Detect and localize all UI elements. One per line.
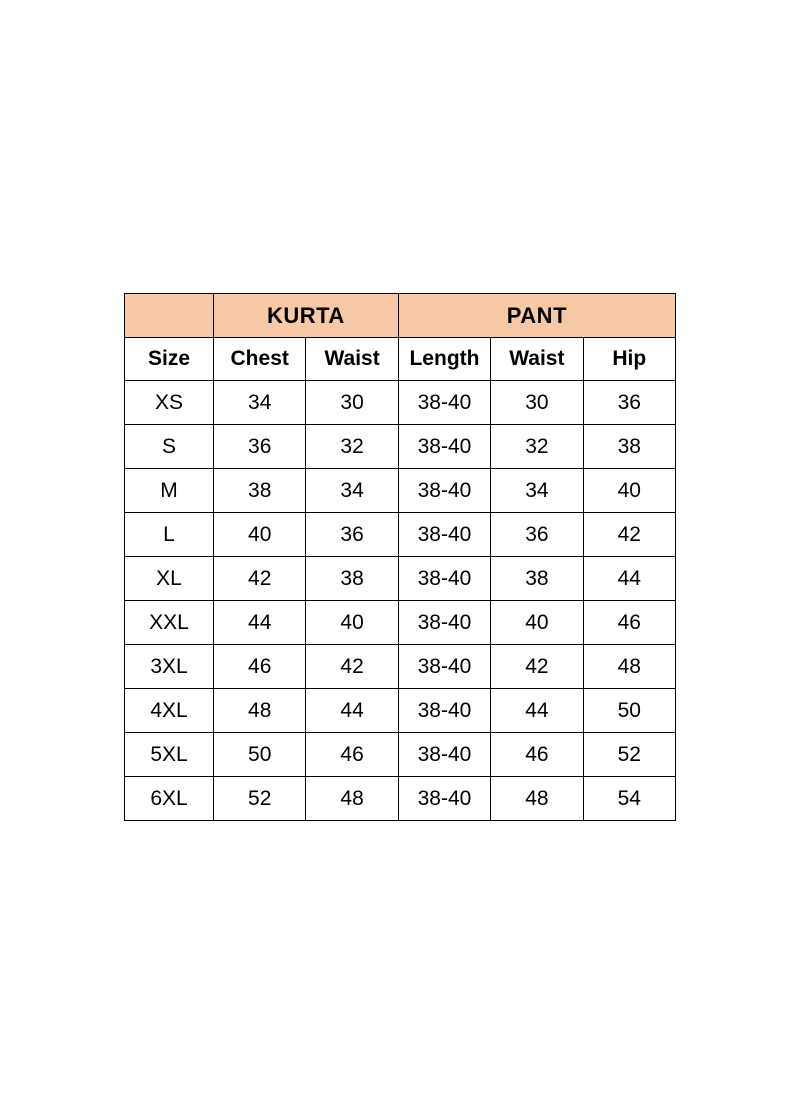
cell-pant-length: 38-40 [398, 645, 490, 689]
cell-kurta-chest: 42 [214, 557, 306, 601]
cell-pant-hip: 48 [583, 645, 675, 689]
cell-pant-length: 38-40 [398, 381, 490, 425]
cell-pant-waist: 46 [491, 733, 583, 777]
column-header-size: Size [125, 338, 214, 381]
cell-kurta-waist: 46 [306, 733, 398, 777]
cell-size: XS [125, 381, 214, 425]
cell-kurta-chest: 48 [214, 689, 306, 733]
cell-pant-length: 38-40 [398, 469, 490, 513]
table-row [125, 469, 676, 513]
cell-size: XXL [125, 601, 214, 645]
size-chart-body [125, 381, 676, 821]
cell-pant-hip: 38 [583, 425, 675, 469]
table-row [125, 513, 676, 557]
cell-size: 4XL [125, 689, 214, 733]
cell-size: L [125, 513, 214, 557]
column-header-kurta-chest: Chest [214, 338, 306, 381]
cell-pant-waist: 40 [491, 601, 583, 645]
cell-pant-length: 38-40 [398, 733, 490, 777]
group-header-pant: PANT [398, 294, 675, 338]
cell-kurta-waist: 44 [306, 689, 398, 733]
cell-size: M [125, 469, 214, 513]
cell-pant-waist: 34 [491, 469, 583, 513]
cell-kurta-waist: 38 [306, 557, 398, 601]
cell-kurta-chest: 38 [214, 469, 306, 513]
table-row [125, 733, 676, 777]
cell-kurta-chest: 40 [214, 513, 306, 557]
group-header-kurta: KURTA [214, 294, 399, 338]
cell-size: XL [125, 557, 214, 601]
column-header-row [125, 338, 676, 381]
column-header-pant-hip: Hip [583, 338, 675, 381]
cell-pant-length: 38-40 [398, 513, 490, 557]
cell-pant-waist: 42 [491, 645, 583, 689]
cell-pant-waist: 30 [491, 381, 583, 425]
table-row [125, 645, 676, 689]
table-row [125, 777, 676, 821]
table-row [125, 689, 676, 733]
cell-pant-length: 38-40 [398, 425, 490, 469]
cell-pant-hip: 46 [583, 601, 675, 645]
cell-pant-waist: 32 [491, 425, 583, 469]
cell-pant-hip: 52 [583, 733, 675, 777]
cell-pant-waist: 48 [491, 777, 583, 821]
column-header-pant-waist: Waist [491, 338, 583, 381]
cell-size: 6XL [125, 777, 214, 821]
cell-pant-hip: 40 [583, 469, 675, 513]
cell-pant-length: 38-40 [398, 601, 490, 645]
table-row [125, 381, 676, 425]
cell-kurta-waist: 40 [306, 601, 398, 645]
cell-pant-waist: 38 [491, 557, 583, 601]
table-row [125, 425, 676, 469]
cell-kurta-waist: 34 [306, 469, 398, 513]
group-header-row [125, 294, 676, 338]
cell-pant-hip: 42 [583, 513, 675, 557]
cell-kurta-chest: 36 [214, 425, 306, 469]
cell-kurta-waist: 30 [306, 381, 398, 425]
group-header-blank [125, 294, 214, 338]
cell-pant-length: 38-40 [398, 777, 490, 821]
cell-kurta-chest: 46 [214, 645, 306, 689]
cell-kurta-chest: 50 [214, 733, 306, 777]
cell-kurta-waist: 48 [306, 777, 398, 821]
cell-size: 5XL [125, 733, 214, 777]
cell-size: 3XL [125, 645, 214, 689]
size-chart-container [124, 293, 676, 821]
cell-pant-hip: 44 [583, 557, 675, 601]
cell-kurta-waist: 32 [306, 425, 398, 469]
cell-kurta-waist: 42 [306, 645, 398, 689]
cell-size: S [125, 425, 214, 469]
column-header-pant-length: Length [398, 338, 490, 381]
cell-pant-waist: 36 [491, 513, 583, 557]
cell-pant-waist: 44 [491, 689, 583, 733]
table-row [125, 557, 676, 601]
cell-kurta-chest: 52 [214, 777, 306, 821]
cell-pant-hip: 54 [583, 777, 675, 821]
cell-kurta-chest: 44 [214, 601, 306, 645]
size-chart-table [124, 293, 676, 821]
cell-pant-length: 38-40 [398, 557, 490, 601]
size-chart-header [125, 294, 676, 381]
cell-pant-hip: 50 [583, 689, 675, 733]
column-header-kurta-waist: Waist [306, 338, 398, 381]
table-row [125, 601, 676, 645]
cell-kurta-waist: 36 [306, 513, 398, 557]
cell-pant-length: 38-40 [398, 689, 490, 733]
cell-pant-hip: 36 [583, 381, 675, 425]
cell-kurta-chest: 34 [214, 381, 306, 425]
